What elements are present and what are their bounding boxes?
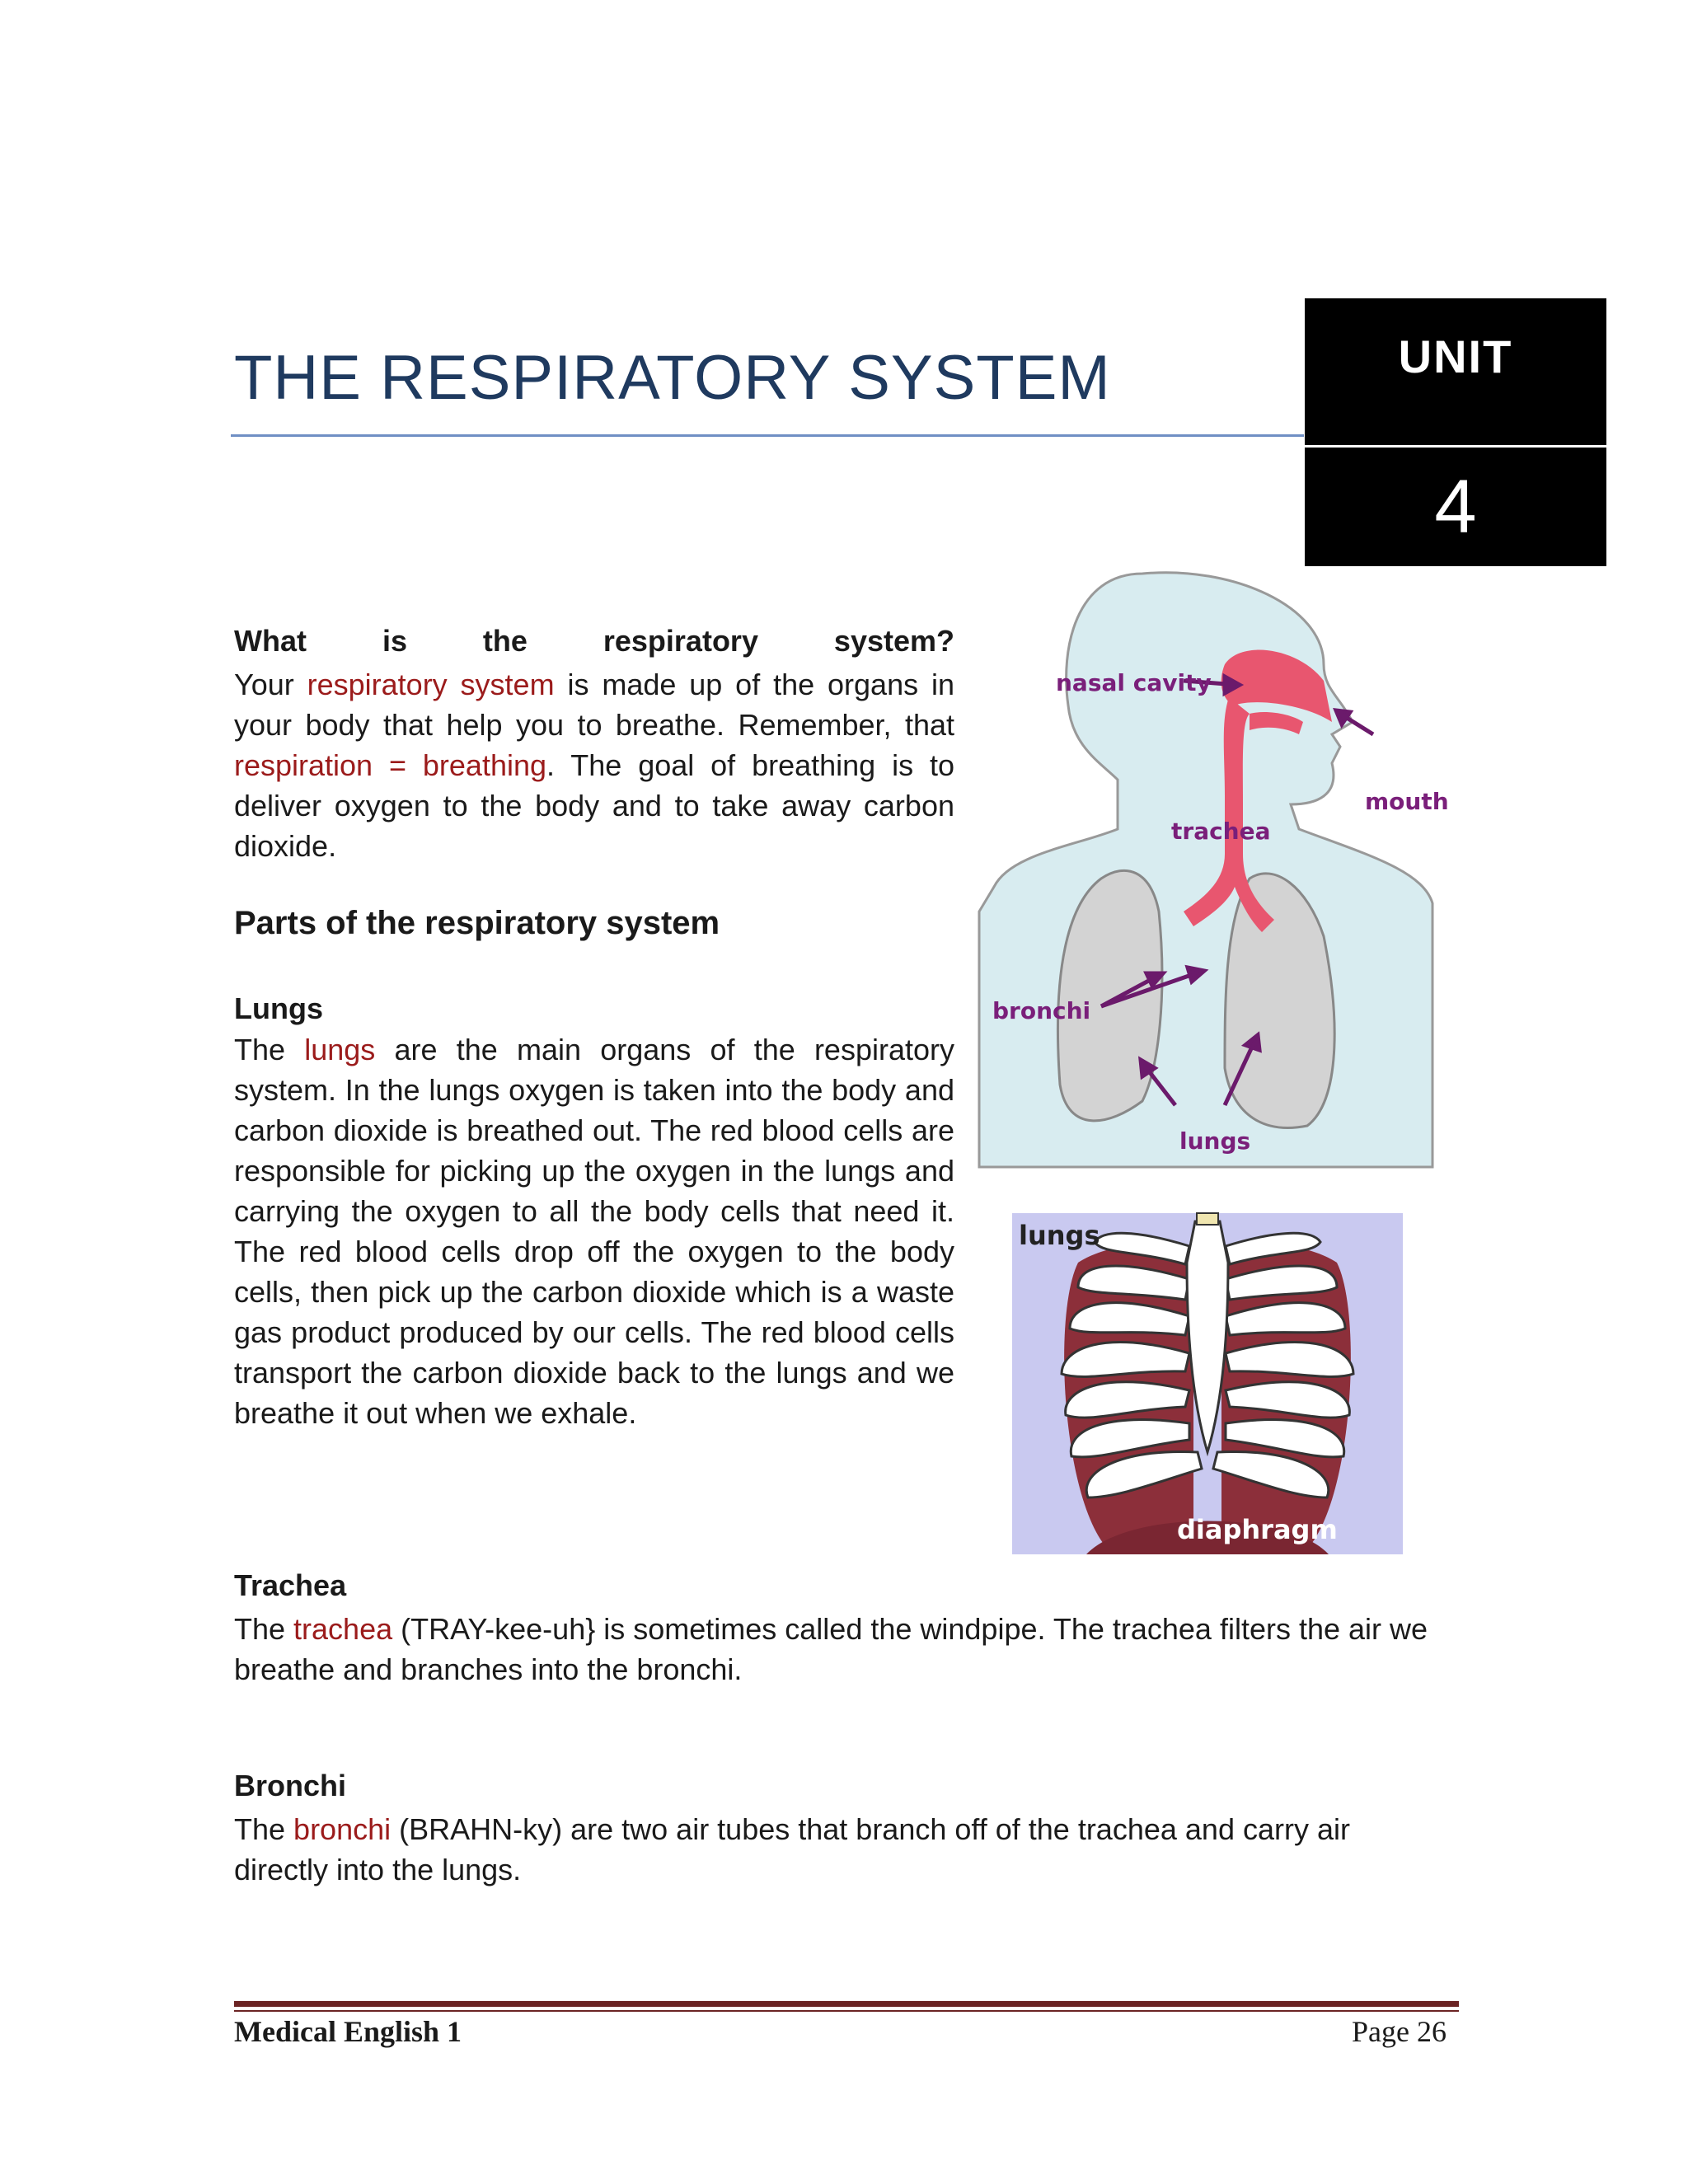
footer-rule-thin (234, 2010, 1459, 2012)
unit-number-box (1305, 448, 1606, 566)
footer-rule (234, 2001, 1459, 2007)
label-mouth: mouth (1365, 788, 1449, 815)
question-word: respiratory (603, 624, 758, 658)
lungs-heading: Lungs (234, 991, 323, 1025)
unit-badge (1305, 298, 1606, 445)
trachea-paragraph (234, 1609, 1437, 1690)
text-run: are the main organs of the respiratory system. In the lungs oxygen is taken into the body and carbon dioxide is breathed out. The red blood cells are responsible for picking up the oxygen in the lungs and carrying the oxygen to all the body cells that need it. The red blood cells drop off the oxygen to the body cells, then pick up the carbon dioxide which is a waste gas product produced by our cells. The red blood cells transport the carbon dioxide back to the lungs and we breathe it out when we exhale. (234, 1033, 954, 1430)
footer-title: Medical English 1 (234, 2015, 462, 2048)
term-lungs: lungs (304, 1033, 376, 1066)
respiratory-diagram (978, 557, 1449, 1169)
question-word: is (382, 624, 407, 658)
text-run: (BRAHN-ky) are two air tubes that branch off of the trachea and carry air directly into the lungs. (234, 1812, 1350, 1886)
page-title: THE RESPIRATORY SYSTEM (234, 343, 1111, 413)
question-heading (234, 624, 954, 658)
text-run: The (234, 1812, 294, 1846)
label-nasal-cavity: nasal cavity (1056, 669, 1212, 696)
text-run: Your (234, 668, 307, 701)
text-run: . The goal of breathing is to deliver oxygen to the body and to take away carbon dioxide. (234, 748, 954, 863)
label-trachea: trachea (1171, 818, 1271, 845)
bronchi-heading: Bronchi (234, 1769, 347, 1802)
page-number: Page 26 (1352, 2015, 1447, 2048)
section-heading: Parts of the respiratory system (234, 905, 720, 941)
question-word: system? (833, 624, 954, 658)
unit-label: UNIT (1398, 330, 1513, 382)
text-run: is made up of the organs in your body that help you to breathe. Remember, that (234, 668, 954, 742)
title-underline (231, 434, 1304, 437)
text-run: (TRAY-kee-uh} is sometimes called the windpipe. The trachea filters the air we breathe and branches into the bronchi. (234, 1612, 1428, 1686)
label-diaphragm: diaphragm (1177, 1514, 1338, 1545)
term-respiratory-system: respiratory system (307, 668, 555, 701)
term-trachea: trachea (293, 1612, 393, 1646)
text-run: The (234, 1612, 294, 1646)
unit-number: 4 (1434, 465, 1477, 549)
label-lungs: lungs (1179, 1127, 1251, 1155)
term-respiration: respiration = breathing (234, 748, 547, 782)
label-bronchi: bronchi (992, 997, 1091, 1024)
question-word: What (234, 624, 307, 658)
term-bronchi: bronchi (293, 1812, 392, 1846)
label-lungs-ribcage: lungs (1019, 1220, 1100, 1251)
trachea-heading: Trachea (234, 1568, 347, 1602)
question-word: the (482, 624, 528, 658)
ribcage-diagram (1012, 1213, 1403, 1554)
intro-paragraph (234, 664, 954, 866)
lungs-paragraph (234, 1029, 954, 1433)
bronchi-paragraph (234, 1809, 1437, 1890)
text-run: The (234, 1033, 305, 1066)
